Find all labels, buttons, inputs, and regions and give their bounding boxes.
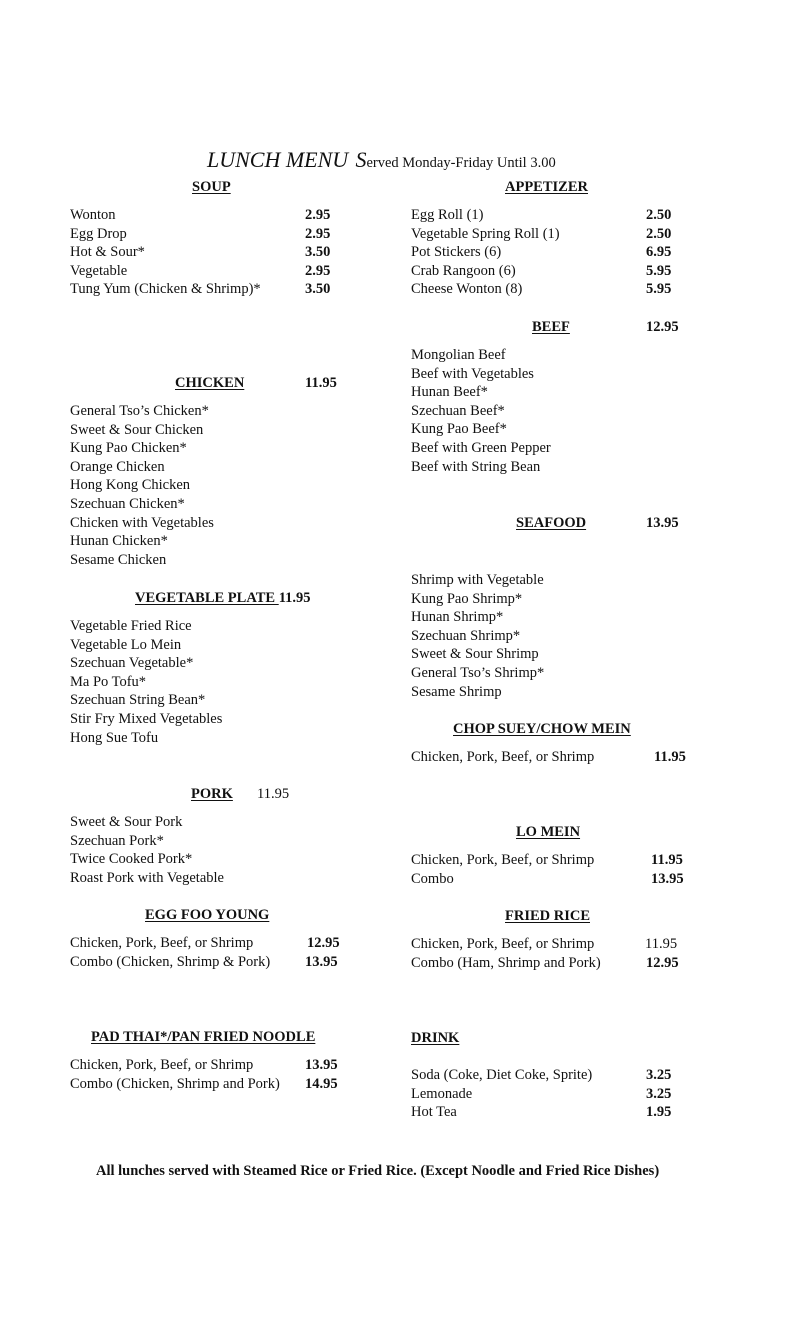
vegetable-plate-header: VEGETABLE PLATE 11.95 [135,590,311,606]
vegetable-plate-price: 11.95 [278,590,311,606]
list-item: Kung Pao Shrimp* [411,590,523,607]
list-item: Szechuan Beef* [411,402,505,419]
page-title [207,147,556,176]
lo-mein-header: LO MEIN [516,824,581,840]
chicken-list [70,402,214,569]
lo-mein-list [411,851,711,888]
egg-foo-young-header: EGG FOO YOUNG [145,907,270,923]
list-item: Egg Drop 2.95 [70,225,331,242]
list-item: Hunan Shrimp* [411,609,504,626]
appetizer-list [411,206,711,299]
list-item: Szechuan Chicken* [70,495,185,512]
drink-header: DRINK [411,1030,460,1046]
list-item: Stir Fry Mixed Vegetables [70,710,223,727]
vegetable-list [70,617,222,747]
list-item: Ma Po Tofu* [70,673,147,690]
list-item: Chicken with Vegetables [70,514,214,531]
list-item: Cheese Wonton (8) 5.95 [411,281,672,298]
menu-title: LUNCH MENU [207,147,349,172]
list-item: Hong Kong Chicken [70,477,191,494]
list-item: Hunan Beef* [411,384,488,401]
appetizer-header: APPETIZER [505,179,588,195]
list-item: Combo (Chicken, Shrimp & Pork) 13.95 [70,953,338,970]
drink-list [411,1066,711,1122]
soup-header: SOUP [192,179,231,195]
list-item: Pot Stickers (6) 6.95 [411,244,672,261]
pad-thai-list [70,1056,370,1093]
list-item: Vegetable Lo Mein [70,636,182,653]
list-item: Lemonade 3.25 [411,1085,672,1102]
list-item: Szechuan Pork* [70,832,164,849]
seafood-price: 13.95 [646,515,679,531]
footer-note: All lunches served with Steamed Rice or Fried Rice. (Except Noodle and Fried Rice Dishes) [96,1163,660,1179]
egg-foo-young-list [70,934,370,971]
list-item: Hong Sue Tofu [70,729,159,746]
list-item: Tung Yum (Chicken & Shrimp)* 3.50 [70,281,331,298]
list-item: Mongolian Beef [411,347,506,363]
list-item: Hunan Chicken* [70,533,168,550]
list-item: Wonton 2.95 [70,207,331,223]
list-item: Combo 13.95 [411,870,684,887]
chicken-price: 11.95 [305,375,337,391]
seafood-list [411,571,544,701]
seafood-header: SEAFOOD [516,515,587,531]
list-item: Beef with Vegetables [411,365,534,382]
list-item: Kung Pao Beef* [411,421,507,438]
list-item: Sesame Chicken [70,551,167,568]
list-item: Sesame Shrimp [411,683,502,700]
pad-thai-header: PAD THAI*/PAN FRIED NOODLE [91,1029,316,1045]
list-item: General Tso’s Shrimp* [411,664,545,681]
list-item: Shrimp with Vegetable [411,572,544,588]
beef-header: BEEF [532,319,570,335]
list-item: Sweet & Sour Pork [70,814,183,830]
beef-list [411,346,551,476]
list-item: Orange Chicken [70,458,165,475]
chicken-header: CHICKEN [175,375,245,391]
list-item: Hot Tea 1.95 [411,1104,672,1121]
subtitle-initial: S [355,147,367,172]
chop-suey-list [411,748,711,767]
list-item: Chicken, Pork, Beef, or Shrimp 13.95 [70,1057,338,1073]
list-item: Kung Pao Chicken* [70,440,187,457]
list-item: Beef with Green Pepper [411,439,551,456]
list-item: Roast Pork with Vegetable [70,869,224,886]
pork-price: 11.95 [257,786,290,802]
list-item: Szechuan Shrimp* [411,627,521,644]
list-item: Twice Cooked Pork* [70,851,193,868]
list-item: Chicken, Pork, Beef, or Shrimp 11.95 [411,936,678,952]
list-item: Crab Rangoon (6) 5.95 [411,262,672,279]
list-item: Chicken, Pork, Beef, or Shrimp 11.95 [411,749,686,765]
list-item: Soda (Coke, Diet Coke, Sprite) 3.25 [411,1067,672,1083]
list-item: Szechuan Vegetable* [70,655,194,672]
pork-list [70,813,224,887]
list-item: Beef with String Bean [411,458,541,475]
list-item: Chicken, Pork, Beef, or Shrimp 11.95 [411,852,683,868]
list-item: Szechuan String Bean* [70,692,206,709]
subtitle-text: erved Monday-Friday Until 3.00 [366,155,556,171]
list-item: General Tso’s Chicken* [70,403,209,419]
list-item: Vegetable 2.95 [70,262,331,279]
soup-list [70,206,370,299]
list-item: Combo (Ham, Shrimp and Pork) 12.95 [411,954,679,971]
fried-rice-list [411,935,711,972]
list-item: Chicken, Pork, Beef, or Shrimp 12.95 [70,935,340,951]
list-item: Combo (Chicken, Shrimp and Pork) 14.95 [70,1075,338,1092]
list-item: Sweet & Sour Chicken [70,421,204,438]
list-item: Egg Roll (1) 2.50 [411,207,672,223]
list-item: Vegetable Spring Roll (1) 2.50 [411,225,672,242]
chop-suey-header: CHOP SUEY/CHOW MEIN [453,721,631,737]
pork-header: PORK [191,786,233,802]
list-item: Vegetable Fried Rice [70,618,192,634]
fried-rice-header: FRIED RICE [505,908,590,924]
beef-price: 12.95 [646,319,679,335]
list-item: Hot & Sour* 3.50 [70,244,331,261]
list-item: Sweet & Sour Shrimp [411,646,539,663]
